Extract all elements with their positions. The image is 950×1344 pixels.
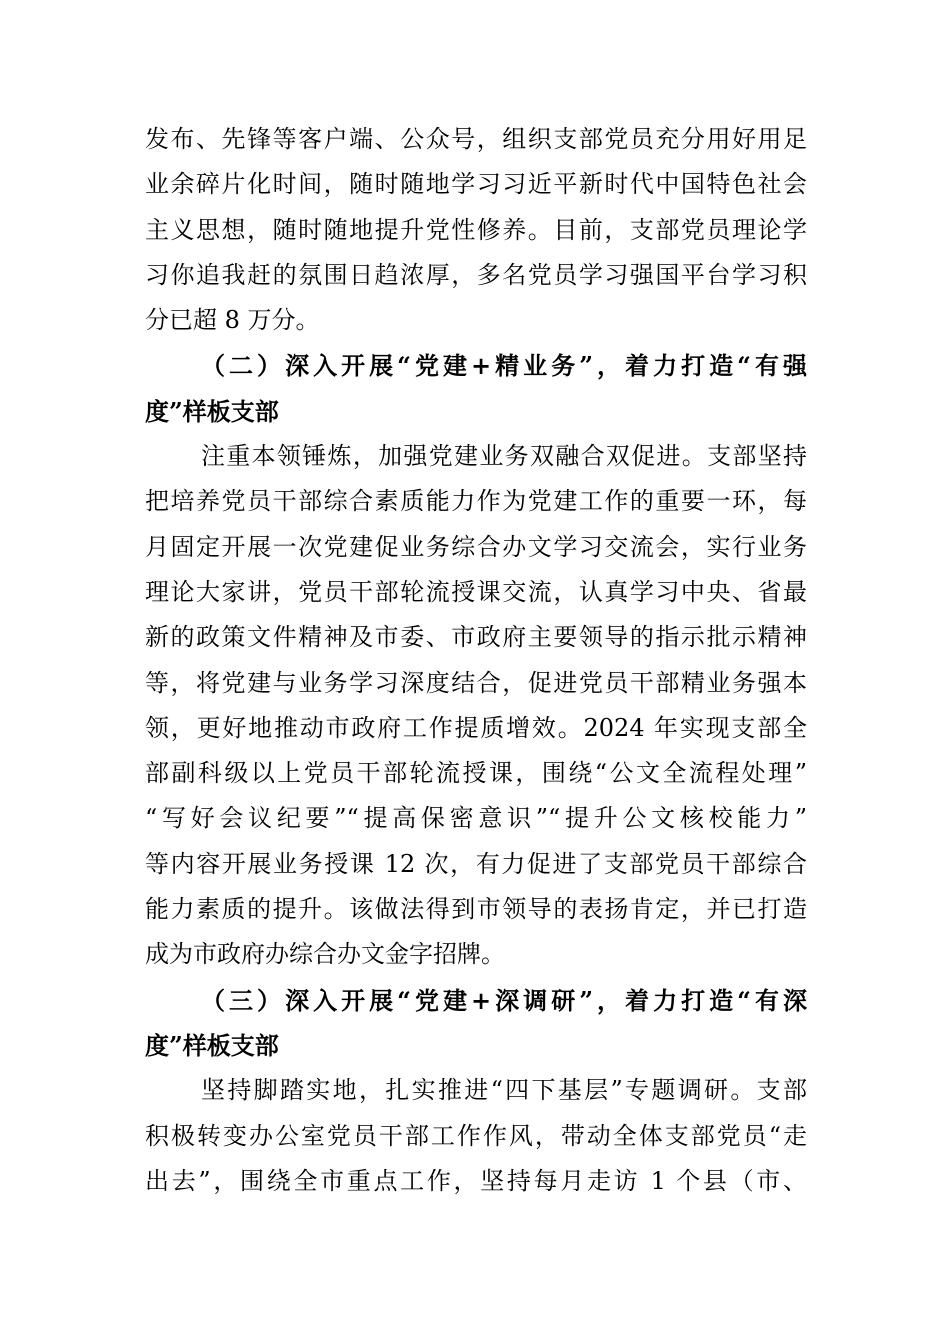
paragraph-line: 注重本领锤炼，加强党建业务双融合双促进。支部坚持 — [201, 442, 807, 471]
paragraph-line: 分已超 8 万分。 — [145, 306, 320, 335]
paragraph-line: 发布、先锋等客户端、公众号，组织支部党员充分用好用足 — [145, 125, 807, 153]
paragraph-line: 把培养党员干部综合素质能力作为党建工作的重要一环，每 — [145, 487, 807, 516]
paragraph-line: 能力素质的提升。该做法得到市领导的表扬肯定，并已打造 — [145, 895, 807, 924]
section-heading: （二）深入开展“党建+精业务”，着力打造“有强 — [201, 351, 807, 381]
paragraph-line: 月固定开展一次党建促业务综合办文学习交流会，实行业务 — [145, 532, 807, 561]
document-body — [145, 117, 807, 1204]
paragraph-line: 等内容开展业务授课 12 次，有力促进了支部党员干部综合 — [145, 849, 807, 878]
paragraph-line: 成为市政府办综合办文金字招牌。 — [145, 940, 505, 969]
paragraph-line: 业余碎片化时间，随时随地学习习近平新时代中国特色社会 — [145, 170, 807, 199]
paragraph-line: 等，将党建与业务学习深度结合，促进党员干部精业务强本 — [145, 668, 807, 697]
section-heading: 度”样板支部 — [145, 396, 279, 426]
section-heading: （三）深入开展“党建+深调研”，着力打造“有深 — [201, 985, 807, 1015]
paragraph-line: 积极转变办公室党员干部工作作风，带动全体支部党员“走 — [145, 1121, 807, 1150]
paragraph-line: 主义思想，随时随地提升党性修养。目前，支部党员理论学 — [145, 215, 807, 244]
section-heading: 度”样板支部 — [145, 1030, 279, 1060]
paragraph-line: “写好会议纪要”“提高保密意识”“提升公文核校能力” — [145, 804, 807, 833]
paragraph-line: 部副科级以上党员干部轮流授课，围绕“公文全流程处理” — [145, 759, 807, 788]
paragraph-line: 新的政策文件精神及市委、市政府主要领导的指示批示精神 — [145, 623, 807, 652]
paragraph-line: 坚持脚踏实地，扎实推进“四下基层”专题调研。支部 — [201, 1076, 807, 1105]
paragraph-line: 出去”，围绕全市重点工作，坚持每月走访 1 个县（市、 — [145, 1166, 807, 1195]
paragraph-line: 理论大家讲，党员干部轮流授课交流，认真学习中央、省最 — [145, 577, 807, 606]
paragraph-line: 领，更好地推动市政府工作提质增效。2024 年实现支部全 — [145, 713, 807, 742]
paragraph-line: 习你追我赶的氛围日趋浓厚，多名党员学习强国平台学习积 — [145, 260, 807, 289]
